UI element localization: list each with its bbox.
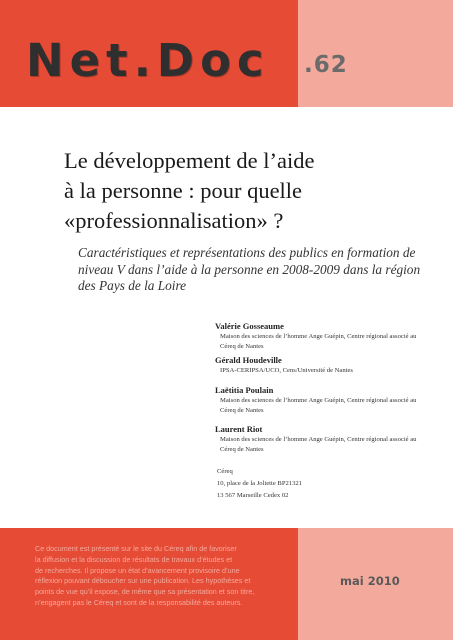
publication-date: mai 2010 [340,574,400,588]
author-affiliation: Maison des sciences de l’homme Ange Guépin, Centre régional associé au [220,397,417,404]
author-affiliation: Céreq de Nantes [220,343,264,350]
title-line: «professionnalisation» ? [64,208,284,233]
document-subtitle [78,245,438,295]
author-affiliation: Maison des sciences de l’homme Ange Guépin, Centre régional associé au [220,436,417,443]
author-affiliation: IPSA-CERIPSA/UCO, Cens/Université de Nantes [220,367,353,374]
address-line: 10, place de la Joliette BP21321 [217,480,302,487]
address-line: 13 567 Marseille Cedex 02 [217,492,289,499]
author-name: Valérie Gosseaume [215,321,284,331]
author-name: Gérald Houdeville [215,355,282,365]
notice-line: Ce document est présenté sur le site du Céreq afin de favoriser [35,544,237,553]
author-affiliation: Céreq de Nantes [220,446,264,453]
title-line: Le développement de l’aide [64,148,315,173]
notice-line: points de vue qu’il expose, de même que sa présentation et son titre, [35,587,255,597]
author-affiliation: Céreq de Nantes [220,407,264,414]
notice-line: n’engagent pas le Céreq et sont de la responsabilité des auteurs. [35,597,243,607]
address-line: Céreq [217,468,233,475]
notice-line: réflexion pouvant déboucher sur une publication. Les hypothèses et [35,576,251,586]
notice-line: de recherches. Il propose un état d’avancement provisoire d’une [35,565,240,575]
publisher-address [217,466,302,502]
author-name: Laëtitia Poulain [215,385,274,395]
subtitle-line: des Pays de la Loire [78,278,187,293]
author-entry [215,424,450,455]
author-entry [215,385,450,416]
author-entry [215,321,450,352]
disclaimer-notice [35,544,285,609]
author-entry [215,355,450,376]
issue-number: .62 [304,52,348,78]
series-logo: Net.Doc [26,34,270,87]
author-name: Laurent Riot [215,424,263,434]
notice-line: la diffusion et la discussion de résultats de travaux d’études et [35,554,233,564]
title-line: à la personne : pour quelle [64,178,303,203]
author-affiliation: Maison des sciences de l’homme Ange Guépin, Centre régional associé au [220,333,417,340]
document-title [64,146,434,236]
subtitle-line: niveau V dans l’aide à la personne en 2008-2009 dans la région [78,261,421,277]
subtitle-line: Caractéristiques et représentations des publics en formation de [78,245,416,260]
